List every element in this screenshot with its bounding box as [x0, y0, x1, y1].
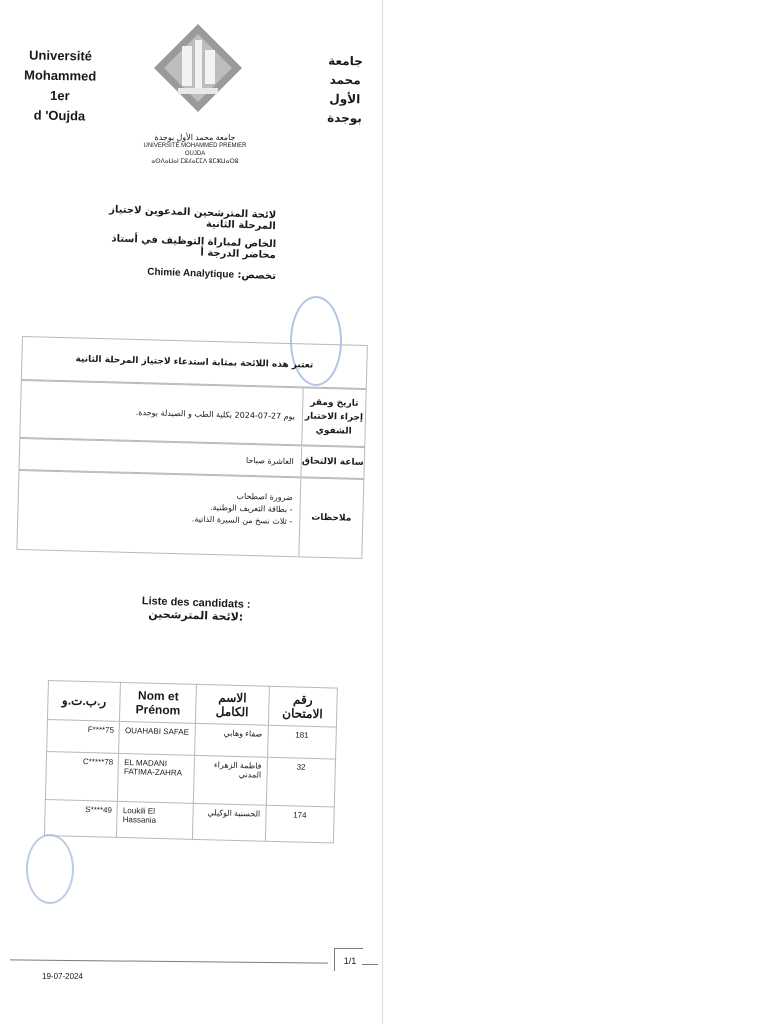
cell-name-ar: فاطمة الزهراء المدني [193, 755, 267, 805]
university-logo [150, 20, 246, 116]
notice-text: تعتبر هذه اللائحة بمثابة استدعاء لاجتياز المرحلة الثانية [75, 354, 314, 371]
notes-row [16, 470, 364, 559]
page-number: 1/1 [343, 956, 357, 966]
cell-exam-number: 181 [267, 725, 336, 759]
scan-page-edge [382, 0, 383, 1024]
header-name-fr: Nom et Prénom [120, 682, 197, 723]
cell-name-fr: OUAHABI SAFAE [119, 721, 196, 755]
university-ar-line: محمد الأول [329, 72, 361, 107]
cell-exam-number: 174 [265, 805, 334, 843]
convocation-info-table [16, 336, 367, 559]
exam-label: تاريخ ومقر إجراء الاختبار الشفوي [301, 388, 365, 446]
table-row [45, 751, 335, 807]
university-fr-line: d 'Oujda [33, 107, 86, 124]
cell-cin: S****49 [44, 799, 117, 837]
exam-value: يوم 27-07-2024 بكلية الطب و الصيدلة بوجدة. [135, 407, 296, 421]
document-date: 19-07-2024 [42, 972, 83, 981]
notes-label: ملاحظات [298, 478, 363, 558]
notes-item: - ثلاث نسخ من السيرة الذاتية. [191, 514, 293, 527]
logo-caption-tifinagh: ⴰⵙⴷⴰⵡⴰⵏ ⵎⵓⵃⴰⵎⵎⴷ ⵓⵎⵣⵡⴰⵔⵓ [151, 159, 239, 165]
footer-divider [10, 959, 328, 963]
cell-name-fr: Loukili El Hassania [117, 801, 194, 839]
notes-item-text: ثلاث نسخ من السيرة الذاتية. [191, 514, 287, 526]
cell-exam-number: 32 [266, 757, 336, 807]
cell-cin: F****75 [47, 719, 120, 753]
notes-item-text: بطاقة التعريف الوطنية. [209, 502, 288, 514]
logo-caption-fr: UNIVERSITÉ MOHAMMED PREMIER OUJDA [143, 143, 247, 157]
university-ar-line: بوجدة [327, 110, 362, 126]
notes-item: - بطاقة التعريف الوطنية. [209, 502, 293, 515]
footer-divider [362, 964, 378, 965]
cell-name-ar: صفاء وهابي [195, 723, 268, 757]
logo-emblem-icon [150, 20, 246, 116]
university-fr-line: Mohammed 1er [23, 67, 97, 104]
logo-caption-ar: جامعة محمد الأول بوجدة [154, 133, 236, 142]
header-exam-number: رقم الامتحان [268, 686, 337, 727]
university-ar-line: جامعة [328, 53, 363, 69]
header-cin: ر.ب.ت.و [47, 681, 120, 722]
specialty-line [96, 265, 276, 282]
candidates-list-title [128, 594, 265, 625]
candidates-title-fr: Liste des candidats : [141, 595, 251, 611]
title-line-1: لائحة المترشحين المدعوين لاجتياز المرحلة الثانية [108, 204, 277, 233]
university-fr-line: Université [28, 47, 93, 64]
university-name-fr [13, 45, 106, 127]
cell-cin: C*****78 [45, 751, 119, 801]
candidates-table [44, 680, 338, 844]
candidates-title-ar: لائحة المترشحين: [148, 607, 244, 624]
specialty-value: Chimie Analytique [147, 266, 235, 281]
cell-name-fr: EL MADANI FATIMA-ZAHRA [118, 753, 195, 803]
table-row [44, 799, 334, 843]
notes-intro: ضرورة اصطحاب [236, 491, 293, 503]
time-value: العاشرة صباحا [245, 455, 294, 466]
title-line-2: الخاص لمباراة التوظيف في أستاذ محاضر الدرجة أ [111, 233, 277, 262]
header-name-ar: الاسم الكامل [196, 684, 269, 725]
exam-row [19, 380, 366, 447]
specialty-label: تخصص: [237, 269, 277, 283]
university-name-ar [321, 52, 368, 129]
official-stamp-icon [26, 834, 74, 904]
notes-content [78, 487, 293, 529]
logo-caption [140, 134, 250, 166]
time-label: ساعة الالتحاق [300, 446, 364, 478]
cell-name-ar: الحسنية الوكيلي [193, 803, 266, 841]
